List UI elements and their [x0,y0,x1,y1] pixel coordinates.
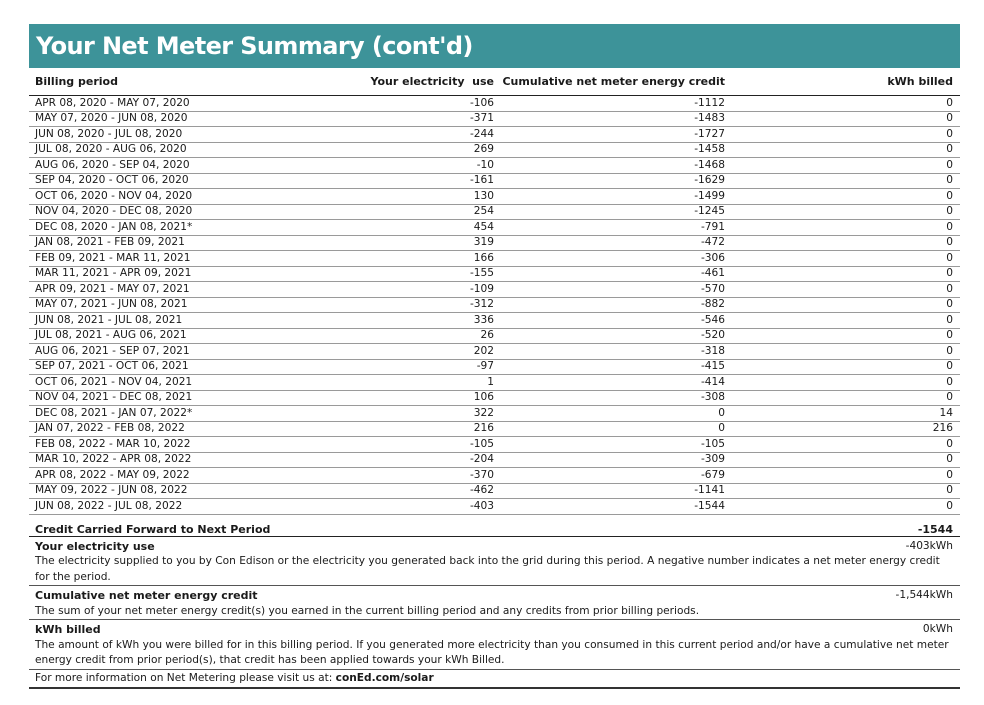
cell-billing-period: MAY 07, 2020 - JUN 08, 2020 [35,112,188,125]
cell-kwh-billed: 0 [946,484,953,497]
cell-cumulative-credit: -472 [700,236,725,249]
table-row [29,499,960,515]
cell-kwh-billed: 0 [946,205,953,218]
cell-electricity-use: -371 [469,112,494,125]
table-row [29,220,960,236]
cell-cumulative-credit: -1727 [694,127,725,140]
cell-cumulative-credit: -309 [700,453,725,466]
definition-text: The sum of your net meter energy credit(s) you earned in the current billing period and any credits from prior billing periods. [35,604,700,617]
definition-term: kWh billed [35,623,101,636]
credit-forward-value: -1544 [917,522,953,536]
cell-electricity-use: -403 [469,499,494,512]
cell-kwh-billed: 0 [946,220,953,233]
table-row [29,127,960,143]
cell-billing-period: SEP 07, 2021 - OCT 06, 2021 [35,360,189,373]
cell-electricity-use: 269 [473,143,494,156]
cell-electricity-use: 106 [473,391,494,404]
footer-link[interactable]: conEd.com/solar [335,671,434,684]
cell-kwh-billed: 0 [946,96,953,109]
cell-billing-period: AUG 06, 2020 - SEP 04, 2020 [35,158,190,171]
definition-billed [29,620,960,670]
cell-billing-period: FEB 09, 2021 - MAR 11, 2021 [35,251,191,264]
cell-cumulative-credit: -1483 [694,112,725,125]
cell-kwh-billed: 0 [946,236,953,249]
cell-kwh-billed: 0 [946,251,953,264]
cell-kwh-billed: 0 [946,174,953,187]
cell-cumulative-credit: -461 [700,267,725,280]
cell-kwh-billed: 0 [946,282,953,295]
page-title: Your Net Meter Summary (cont'd) [36,32,473,60]
cell-cumulative-credit: -520 [700,329,725,342]
cell-kwh-billed: 0 [946,158,953,171]
cell-electricity-use: -370 [469,468,494,481]
cell-electricity-use: -97 [476,360,494,373]
cell-kwh-billed: 0 [946,391,953,404]
cell-cumulative-credit: -1629 [694,174,725,187]
definition-text: The amount of kWh you were billed for in this billing period. If you generated more electricity than you consumed in this current period and/or have a cumulative net meter energy credit from prior period(s), that credit has been applied towards your kWh Billed. [35,638,949,666]
cell-billing-period: JUN 08, 2021 - JUL 08, 2021 [35,313,183,326]
cell-billing-period: JAN 08, 2021 - FEB 09, 2021 [35,236,185,249]
cell-kwh-billed: 14 [939,406,953,419]
table-row [29,406,960,422]
cell-billing-period: MAR 10, 2022 - APR 08, 2022 [35,453,192,466]
cell-cumulative-credit: -1112 [694,96,725,109]
cell-billing-period: OCT 06, 2020 - NOV 04, 2020 [35,189,193,202]
footer-text: For more information on Net Metering please visit us at: [35,671,336,684]
cell-cumulative-credit: -570 [700,282,725,295]
title-banner [29,24,960,68]
cell-billing-period: OCT 06, 2021 - NOV 04, 2021 [35,375,193,388]
cell-billing-period: NOV 04, 2021 - DEC 08, 2021 [35,391,193,404]
table-row [29,484,960,500]
cell-cumulative-credit: -882 [700,298,725,311]
cell-kwh-billed: 0 [946,313,953,326]
cell-cumulative-credit: -308 [700,391,725,404]
cell-billing-period: DEC 08, 2021 - JAN 07, 2022* [35,406,193,419]
definition-value: -1,544kWh [895,589,953,601]
definition-value: -403kWh [905,539,953,552]
cell-billing-period: JUN 08, 2022 - JUL 08, 2022 [35,499,183,512]
cell-electricity-use: -109 [469,282,494,295]
cell-billing-period: JUL 08, 2021 - AUG 06, 2021 [35,329,187,342]
cell-cumulative-credit: -679 [700,468,725,481]
cell-billing-period: JAN 07, 2022 - FEB 08, 2022 [35,422,185,435]
table-row [29,282,960,298]
cell-cumulative-credit: -318 [700,344,725,357]
table-row [29,422,960,438]
cell-electricity-use: -244 [469,127,494,140]
cell-electricity-use: 322 [473,406,494,419]
cell-cumulative-credit: -306 [700,251,725,264]
definition-value: 0kWh [922,623,953,635]
credit-forward-label: Credit Carried Forward to Next Period [35,522,271,536]
cell-kwh-billed: 0 [946,329,953,342]
cell-cumulative-credit: 0 [718,422,725,435]
cell-electricity-use: 254 [473,205,494,218]
cell-billing-period: APR 08, 2020 - MAY 07, 2020 [35,96,190,109]
cell-kwh-billed: 216 [932,422,953,435]
cell-cumulative-credit: -1458 [694,143,725,156]
table-row [29,391,960,407]
cell-billing-period: NOV 04, 2020 - DEC 08, 2020 [35,205,193,218]
cell-electricity-use: -155 [469,267,494,280]
cell-kwh-billed: 0 [946,360,953,373]
cell-cumulative-credit: -414 [700,375,725,388]
definition-term: Your electricity use [35,539,155,553]
table-row [29,453,960,469]
cell-billing-period: MAY 09, 2022 - JUN 08, 2022 [35,484,188,497]
cell-cumulative-credit: -546 [700,313,725,326]
cell-billing-period: AUG 06, 2021 - SEP 07, 2021 [35,344,190,357]
cell-billing-period: MAY 07, 2021 - JUN 08, 2021 [35,298,188,311]
cell-kwh-billed: 0 [946,189,953,202]
cell-kwh-billed: 0 [946,499,953,512]
cell-cumulative-credit: -105 [700,437,725,450]
cell-electricity-use: 319 [473,236,494,249]
net-meter-summary [29,24,960,689]
cell-electricity-use: 1 [487,375,494,388]
table-row [29,236,960,252]
cell-billing-period: JUN 08, 2020 - JUL 08, 2020 [35,127,183,140]
table-row [29,251,960,267]
cell-kwh-billed: 0 [946,143,953,156]
cell-kwh-billed: 0 [946,267,953,280]
table-row [29,360,960,376]
definition-text: The electricity supplied to you by Con Edison or the electricity you generated back into the grid during this period. A negative number indicates a net meter energy credit for the period. [35,555,940,583]
footer-note [29,670,960,689]
cell-kwh-billed: 0 [946,468,953,481]
table-row [29,174,960,190]
col-kwh-billed: kWh billed [887,75,953,88]
cell-electricity-use: -161 [469,174,494,187]
table-row [29,158,960,174]
cell-billing-period: MAR 11, 2021 - APR 09, 2021 [35,267,192,280]
table-row [29,143,960,159]
cell-electricity-use: -204 [469,453,494,466]
cell-electricity-use: -106 [469,96,494,109]
cell-cumulative-credit: -1468 [694,158,725,171]
cell-electricity-use: 336 [473,313,494,326]
table-row [29,189,960,205]
cell-cumulative-credit: -791 [700,220,725,233]
table-row [29,96,960,112]
col-billing-period: Billing period [35,75,118,88]
cell-kwh-billed: 0 [946,127,953,140]
cell-cumulative-credit: -1245 [694,205,725,218]
cell-billing-period: DEC 08, 2020 - JAN 08, 2021* [35,220,193,233]
definition-term: Cumulative net meter energy credit [35,589,258,602]
cell-billing-period: APR 08, 2022 - MAY 09, 2022 [35,468,190,481]
col-cumulative-credit: Cumulative net meter energy credit [502,75,725,88]
cell-cumulative-credit: 0 [718,406,725,419]
cell-electricity-use: 454 [473,220,494,233]
table-body [29,96,960,515]
table-row [29,468,960,484]
col-electricity-use: Your electricity use [370,75,494,88]
cell-electricity-use: 216 [473,422,494,435]
table-row [29,313,960,329]
table-row [29,112,960,128]
cell-kwh-billed: 0 [946,298,953,311]
definition-use [29,537,960,587]
cell-billing-period: FEB 08, 2022 - MAR 10, 2022 [35,437,191,450]
cell-electricity-use: -105 [469,437,494,450]
table-row [29,329,960,345]
cell-billing-period: JUL 08, 2020 - AUG 06, 2020 [35,143,187,156]
cell-billing-period: SEP 04, 2020 - OCT 06, 2020 [35,174,189,187]
cell-cumulative-credit: -1544 [694,499,725,512]
table-row [29,205,960,221]
definition-credit [29,586,960,620]
cell-cumulative-credit: -1499 [694,189,725,202]
cell-kwh-billed: 0 [946,453,953,466]
cell-kwh-billed: 0 [946,375,953,388]
credit-forward-row [29,515,960,537]
table-row [29,375,960,391]
cell-electricity-use: 26 [480,329,494,342]
cell-kwh-billed: 0 [946,437,953,450]
cell-electricity-use: 166 [473,251,494,264]
cell-electricity-use: -312 [469,298,494,311]
cell-cumulative-credit: -415 [700,360,725,373]
cell-electricity-use: -462 [469,484,494,497]
cell-electricity-use: -10 [476,158,494,171]
table-row [29,267,960,283]
table-row [29,298,960,314]
cell-electricity-use: 130 [473,189,494,202]
cell-cumulative-credit: -1141 [694,484,725,497]
table-row [29,437,960,453]
cell-kwh-billed: 0 [946,344,953,357]
cell-electricity-use: 202 [473,344,494,357]
table-row [29,344,960,360]
cell-kwh-billed: 0 [946,112,953,125]
table-header [29,68,960,96]
cell-billing-period: APR 09, 2021 - MAY 07, 2021 [35,282,190,295]
